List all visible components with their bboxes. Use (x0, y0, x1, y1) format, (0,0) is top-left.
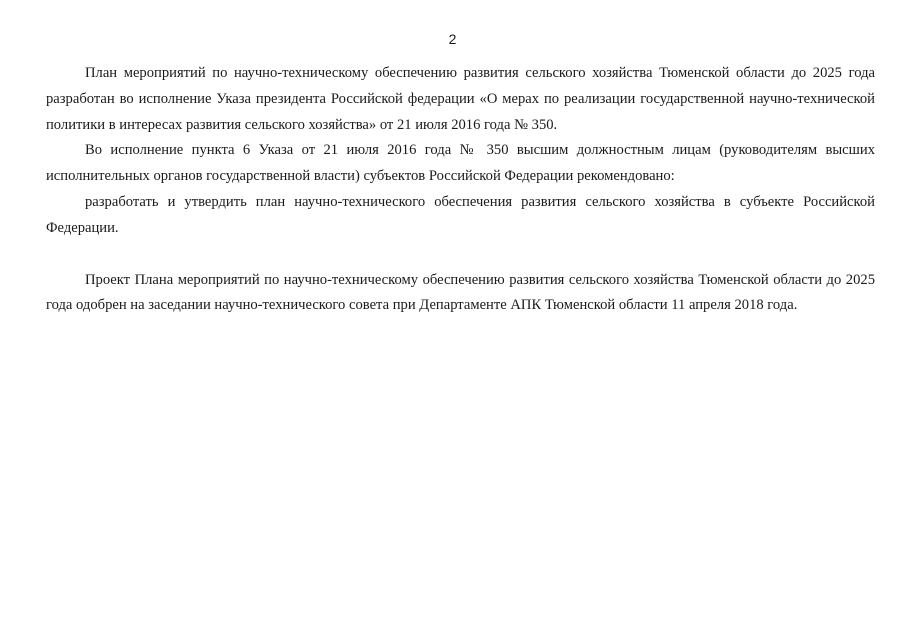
paragraph-gap (46, 242, 875, 268)
paragraph-decree-point: Во исполнение пункта 6 Указа от 21 июля 2016 года № 350 высшим должностным лицам (руководителям высших исполнительных органов государственной власти) субъектов Российской Федерации рекомендовано: (46, 142, 875, 185)
paragraph-recommendation: разработать и утвердить план научно-технического обеспечения развития сельского хозяйства в субъекте Российской Федерации. (46, 193, 875, 236)
page-number: 2 (448, 31, 457, 47)
document-body (46, 61, 875, 319)
paragraph-approval: Проект Плана мероприятий по научно-техническому обеспечению развития сельского хозяйства Тюменской области до 2025 года одобрен на заседании научно-технического совета при Департаменте АПК Тюменской области 11 апреля 2018 года. (46, 271, 875, 314)
paragraph-plan-basis: План мероприятий по научно-техническому обеспечению развития сельского хозяйства Тюменской области до 2025 года разработан во исполнение Указа президента Российской федерации «О мерах по реализации государственной научно-технической политики в интересах развития сельского хозяйства» от 21 июля 2016 года № 350. (46, 65, 875, 133)
